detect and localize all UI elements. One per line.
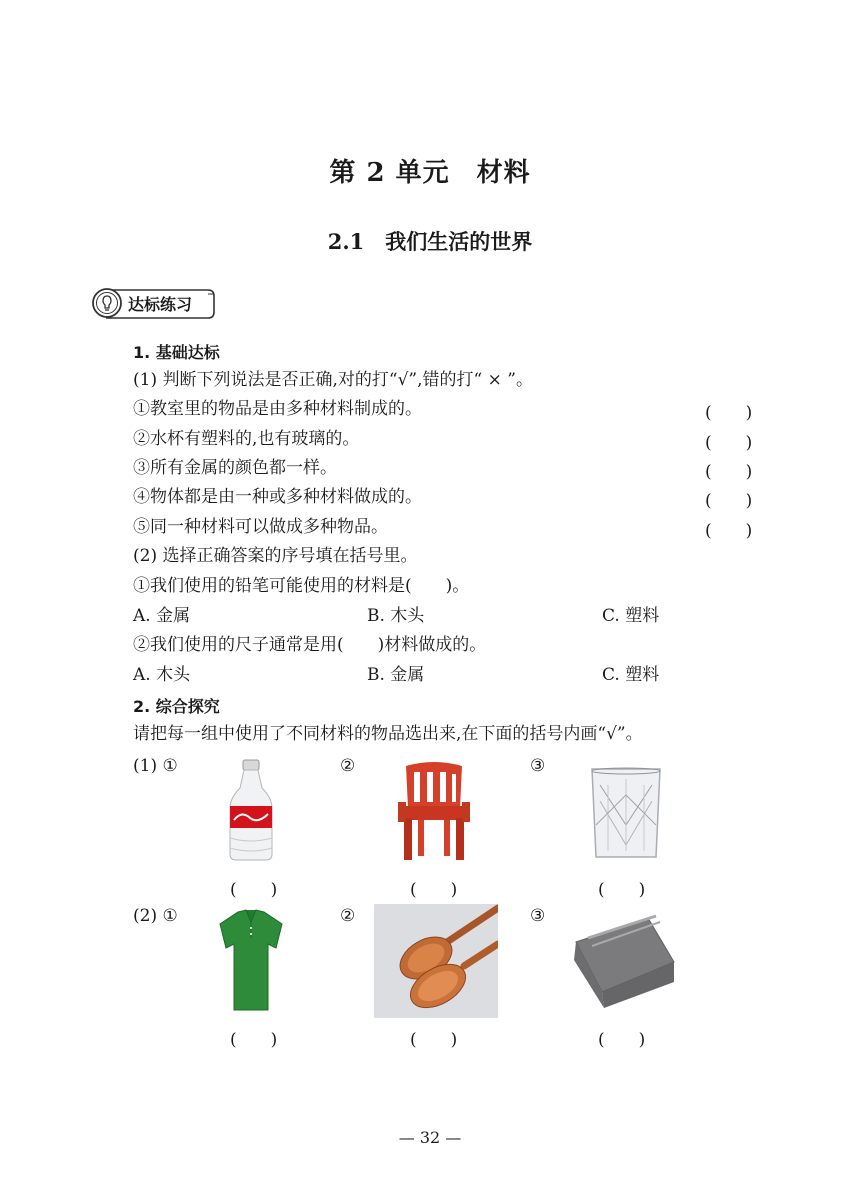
group2-label: (2) ① [133, 906, 178, 926]
wooden-spoons-image[interactable] [374, 904, 498, 1018]
section2-prompt: 请把每一组中使用了不同材料的物品选出来,在下面的括号内画“√”。 [133, 724, 643, 744]
page-number: — 32 — [398, 1128, 462, 1147]
practice-badge [90, 286, 216, 320]
q2-prompt: (2) 选择正确答案的序号填在括号里。 [133, 546, 418, 566]
q2b-question: ②我们使用的尺子通常是用( )材料做成的。 [133, 635, 487, 655]
plastic-bottle-image[interactable] [222, 758, 280, 862]
green-shirt-image[interactable] [216, 908, 286, 1014]
q2a-question: ①我们使用的铅笔可能使用的材料是( )。 [133, 576, 470, 596]
section2-heading: 2. 综合探究 [133, 697, 220, 716]
answer-blank[interactable]: ( ) [598, 880, 646, 900]
q2b-option-c[interactable]: C. 塑料 [602, 665, 660, 685]
q1-item: ⑤同一种材料可以做成多种物品。 [133, 517, 388, 537]
answer-blank[interactable]: ( ) [410, 880, 458, 900]
group1-marker-2: ② [340, 756, 356, 776]
answer-blank[interactable]: ( ) [705, 521, 753, 541]
group1-label: (1) ① [133, 756, 178, 776]
answer-blank[interactable]: ( ) [598, 1030, 646, 1050]
answer-blank[interactable]: ( ) [230, 880, 278, 900]
answer-blank[interactable]: ( ) [705, 462, 753, 482]
q1-item: ③所有金属的颜色都一样。 [133, 458, 337, 478]
answer-blank[interactable]: ( ) [410, 1030, 458, 1050]
plastic-chair-image[interactable] [398, 758, 470, 862]
group2-marker-3: ③ [530, 906, 546, 926]
section1-heading: 1. 基础达标 [133, 343, 220, 362]
answer-blank[interactable]: ( ) [705, 491, 753, 511]
q2b-option-a[interactable]: A. 木头 [133, 665, 191, 685]
q2a-option-b[interactable]: B. 木头 [367, 606, 425, 626]
group2-marker-2: ② [340, 906, 356, 926]
lesson-title: 2.1 我们生活的世界 [327, 229, 533, 254]
unit-title: 第 2 单元 材料 [329, 158, 531, 188]
glass-cup-image[interactable] [586, 765, 666, 861]
group1-marker-3: ③ [530, 756, 546, 776]
q2a-option-a[interactable]: A. 金属 [133, 606, 191, 626]
q1-prompt: (1) 判断下列说法是否正确,对的打“√”,错的打“ × ”。 [133, 370, 533, 390]
badge-label: 达标练习 [128, 295, 193, 314]
q1-item: ①教室里的物品是由多种材料制成的。 [133, 399, 422, 419]
q1-item: ④物体都是由一种或多种材料做成的。 [133, 487, 422, 507]
grey-towel-image[interactable] [568, 912, 678, 1012]
q2a-option-c[interactable]: C. 塑料 [602, 606, 660, 626]
answer-blank[interactable]: ( ) [705, 433, 753, 453]
q2b-option-b[interactable]: B. 金属 [367, 665, 425, 685]
q1-item: ②水杯有塑料的,也有玻璃的。 [133, 429, 360, 449]
answer-blank[interactable]: ( ) [230, 1030, 278, 1050]
answer-blank[interactable]: ( ) [705, 403, 753, 423]
